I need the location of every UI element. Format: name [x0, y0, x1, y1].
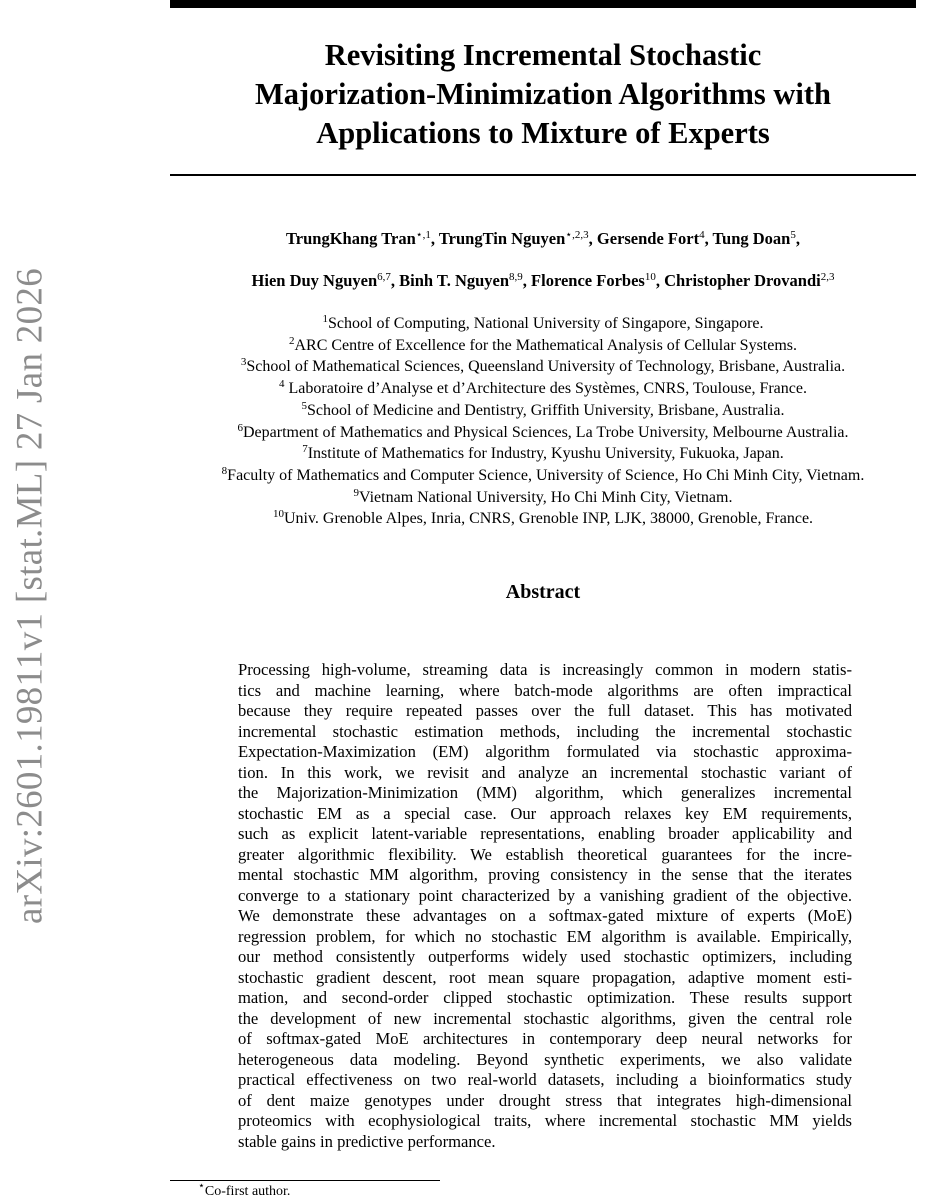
author-sep: , — [430, 229, 439, 248]
affiliation — [170, 443, 916, 465]
abstract-heading: Abstract — [505, 581, 581, 603]
author-line-1 — [170, 228, 916, 250]
affiliation-number: 5 — [301, 399, 307, 412]
author-name: TrungTin Nguyen — [438, 229, 566, 248]
abstract-line: converge to a stationary point characterized by a vanishing gradient of the objective. — [238, 885, 852, 905]
affiliation — [170, 422, 916, 444]
author-affil-mark: ⋆,2,3 — [565, 229, 589, 241]
author-affil-mark: 6,7 — [377, 271, 391, 283]
abstract-body — [238, 660, 852, 1152]
title-rule — [170, 174, 916, 176]
affiliation-number: 3 — [240, 356, 247, 369]
arxiv-identifier: arXiv:2601.19811v1 [stat.ML] 27 Jan 2026 — [9, 268, 51, 924]
abstract-line: tics and machine learning, where batch-mode algorithms are often impractical — [238, 680, 852, 700]
affiliation-number: 1 — [322, 313, 328, 325]
author-name: Tung Doan — [712, 229, 791, 248]
author-affil-mark: 10 — [644, 271, 656, 283]
author-affil-mark: 5 — [790, 229, 796, 241]
affiliation — [170, 400, 916, 422]
author-name: Florence Forbes — [531, 271, 645, 290]
abstract-line: mental stochastic MM algorithm, proving consistency in the sense that the iterates — [238, 865, 852, 884]
paper-title — [170, 36, 916, 153]
affiliation-number: 10 — [272, 508, 284, 521]
abstract-line: Processing high-volume, streaming data is increasingly common in modern statis- — [238, 660, 852, 679]
author-sep: , — [522, 271, 532, 290]
footnote-text: Co-first author. — [204, 1184, 291, 1199]
author-sep: , — [795, 229, 800, 248]
affiliation-text: School of Computing, National University of Singapore, Singapore. — [328, 315, 764, 332]
affiliation-list — [170, 313, 916, 530]
affiliation-text: School of Mathematical Sciences, Queensland University of Technology, Brisbane, Australia. — [246, 358, 846, 376]
abstract-line: proteomics with ecophysiological traits, where incremental stochastic MM yields — [238, 1111, 852, 1130]
abstract-line: stable gains in predictive performance. — [238, 1131, 496, 1151]
author-affil-mark: 8,9 — [509, 271, 523, 283]
affiliation-text: School of Medicine and Dentistry, Griffith University, Brisbane, Australia. — [306, 401, 785, 419]
author-name: Gersende Fort — [596, 229, 700, 248]
author-name: Hien Duy Nguyen — [251, 271, 378, 290]
affiliation-text: Institute of Mathematics for Industry, Kyushu University, Fukuoka, Japan. — [307, 445, 784, 463]
author-line-2 — [170, 270, 916, 292]
affiliation-text: Department of Mathematics and Physical Sciences, La Trobe University, Melbourne Australia. — [243, 423, 849, 441]
affiliation-text: Univ. Grenoble Alpes, Inria, CNRS, Grenoble INP, LJK, 38000, Grenoble, France. — [283, 510, 814, 528]
title-line: Applications to Mixture of Experts — [316, 116, 770, 150]
abstract-line: heterogeneous data modeling. Beyond synthetic experiments, we also validate — [238, 1049, 852, 1069]
author-sep: , — [655, 271, 665, 290]
author-sep: , — [588, 229, 597, 248]
footnote — [198, 1180, 291, 1200]
affiliation-number: 8 — [221, 464, 228, 477]
abstract-line: We demonstrate these advantages on a softmax-gated mixture of experts (MoE) — [238, 906, 852, 925]
author-affil-mark: 2,3 — [820, 271, 835, 283]
abstract-line: of dent maize genotypes under drought stress that integrates high-dimensional — [238, 1090, 852, 1110]
footnote-rule — [170, 1180, 440, 1181]
affiliation-text: Faculty of Mathematics and Computer Science, University of Science, Ho Chi Minh City, Vietnam. — [227, 466, 865, 484]
title-line: Majorization-Minimization Algorithms with — [254, 77, 832, 111]
abstract-line: regression problem, for which no stochastic EM algorithm is available. Empirically, — [238, 926, 852, 946]
abstract-line: of softmax-gated MoE architectures in contemporary deep neural networks for — [238, 1029, 852, 1048]
abstract-line: stochastic gradient descent, root mean square propagation, adaptive moment esti- — [238, 967, 852, 987]
abstract-line: because they require repeated passes over the full dataset. This has motivated — [238, 701, 852, 720]
abstract-line: Expectation-Maximization (EM) algorithm formulated via stochastic approxima- — [238, 742, 852, 761]
author-name: Binh T. Nguyen — [399, 271, 510, 290]
affiliation — [170, 313, 916, 335]
abstract-line: incremental stochastic estimation methods, including the incremental stochastic — [238, 721, 852, 741]
affiliation-text: Vietnam National University, Ho Chi Minh City, Vietnam. — [359, 488, 733, 506]
affiliation — [170, 508, 916, 530]
author-sep: , — [704, 229, 713, 248]
abstract-line: the Majorization-Minimization (MM) algorithm, which generalizes incremental — [238, 783, 852, 802]
top-rule — [170, 0, 916, 8]
affiliation — [170, 335, 916, 357]
affiliation-number: 4 — [279, 378, 285, 391]
abstract-line: stochastic EM as a special case. Our approach relaxes key EM requirements, — [238, 803, 852, 823]
affiliation-text: ARC Centre of Excellence for the Mathematical Analysis of Cellular Systems. — [294, 336, 798, 354]
author-name: Christopher Drovandi — [664, 271, 821, 290]
affiliation-number: 2 — [288, 334, 295, 347]
abstract-line: the development of new incremental stochastic algorithms, given the central role — [238, 1008, 852, 1028]
abstract-line: such as explicit latent-variable representations, enabling broader applicability and — [238, 824, 852, 843]
abstract-line: our method consistently outperforms widely used stochastic optimizers, including — [238, 947, 852, 966]
title-line: Revisiting Incremental Stochastic — [324, 38, 762, 72]
abstract-line: mation, and second-order clipped stochastic optimization. These results support — [238, 988, 852, 1007]
abstract-line: practical effectiveness on two real-world datasets, including a bioinformatics study — [238, 1070, 852, 1089]
affiliation — [170, 356, 916, 378]
author-sep: , — [390, 271, 400, 290]
author-affil-mark: ⋆,1 — [415, 229, 431, 241]
footnote-mark: ⋆ — [198, 1180, 205, 1192]
affiliation-number: 9 — [353, 486, 360, 499]
affiliation-number: 7 — [302, 443, 308, 456]
affiliation — [170, 487, 916, 509]
author-affil-mark: 4 — [699, 229, 705, 241]
abstract-line: greater algorithmic flexibility. We establish theoretical guarantees for the incre- — [238, 844, 852, 864]
author-name: TrungKhang Tran — [286, 229, 416, 248]
affiliation-text: Laboratoire d’Analyse et d’Architecture des Systèmes, CNRS, Toulouse, France. — [284, 380, 807, 398]
abstract-line: tion. In this work, we revisit and analyze an incremental stochastic variant of — [238, 762, 852, 782]
affiliation — [170, 465, 916, 487]
affiliation-number: 6 — [237, 421, 243, 434]
affiliation — [170, 378, 916, 400]
